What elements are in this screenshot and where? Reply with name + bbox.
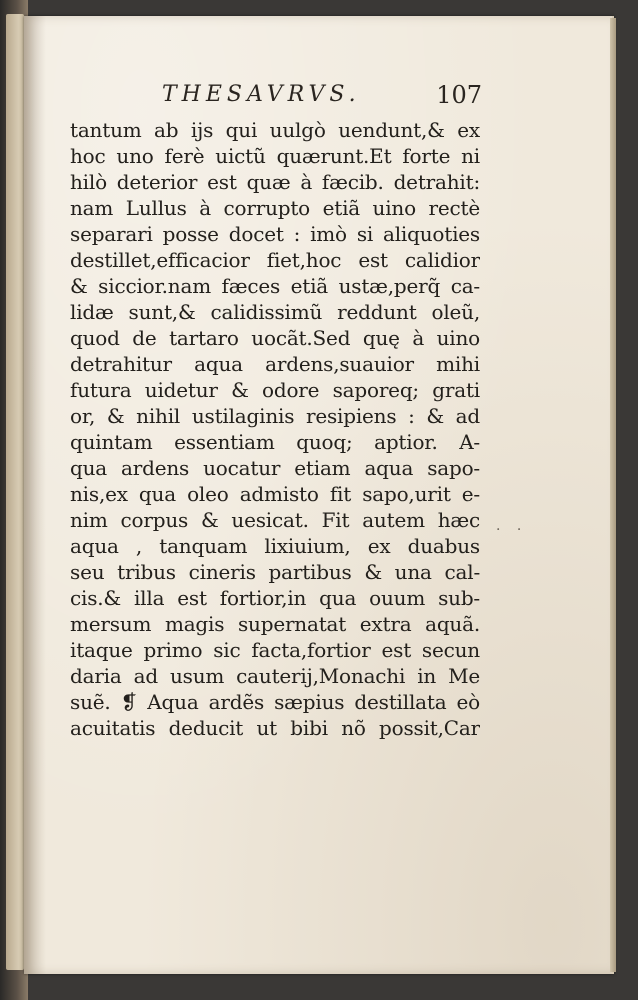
text-line: futura uidetur & odore saporeq; grati xyxy=(70,378,480,402)
text-line: cis.& illa est fortior,in qua ouum sub- xyxy=(70,586,480,610)
ink-speck: · · xyxy=(496,522,528,538)
text-line: hilò deterior est quæ à fæcib. detrahit: xyxy=(70,170,480,194)
text-line: hoc uno ferè uictũ quærunt.Et forte ni xyxy=(70,144,480,168)
text-line: quod de tartaro uocãt.Sed quę à uino xyxy=(70,326,480,350)
text-line: & siccior.nam fæces etiã ustæ,perq̃ ca- xyxy=(70,274,480,298)
running-header xyxy=(162,80,486,114)
text-line: tantum ab ijs qui uulgò uendunt,& ex xyxy=(70,118,480,142)
text-line: nis,ex qua oleo admisto fit sapo,urit e- xyxy=(70,482,480,506)
text-line: qua ardens uocatur etiam aqua sapo- xyxy=(70,456,480,480)
text-line: quintam essentiam quoq; aptior. A- xyxy=(70,430,480,454)
text-line: or, & nihil ustilaginis resipiens : & ad xyxy=(70,404,480,428)
text-line: suẽ. ❡ Aqua ardẽs sæpius destillata eò xyxy=(70,690,480,714)
page-stack-edge xyxy=(6,14,24,970)
text-line: lidæ sunt,& calidissimũ reddunt oleũ, xyxy=(70,300,480,324)
text-line: acuitatis deducit ut bibi nõ possit,Car xyxy=(70,716,480,740)
text-line: separari posse docet : imò si aliquoties xyxy=(70,222,480,246)
text-line: nam Lullus à corrupto etiã uino rectè xyxy=(70,196,480,220)
running-title: THESAVRVS. xyxy=(162,82,361,107)
text-line: nim corpus & uesicat. Fit autem hæc xyxy=(70,508,480,532)
text-line: detrahitur aqua ardens,suauior mihi xyxy=(70,352,480,376)
text-line: daria ad usum cauterij,Monachi in Me xyxy=(70,664,480,688)
page-right-edge xyxy=(610,18,616,972)
text-line: aqua , tanquam lixiuium, ex duabus xyxy=(70,534,480,558)
page-number: 107 xyxy=(436,81,482,109)
text-line: destillet,efficacior fiet,hoc est calidior xyxy=(70,248,480,272)
body-text xyxy=(70,117,480,741)
text-line: mersum magis supernatat extra aquã. xyxy=(70,612,480,636)
text-line: itaque primo sic facta,fortior est secun xyxy=(70,638,480,662)
text-line: seu tribus cineris partibus & una cal- xyxy=(70,560,480,584)
